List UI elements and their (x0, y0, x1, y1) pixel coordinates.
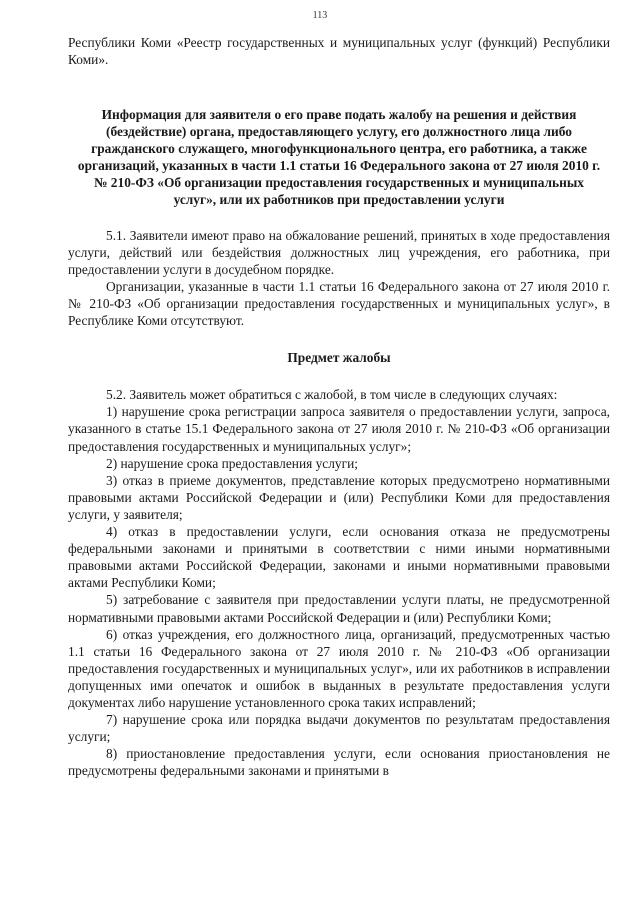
list-item-7: 7) нарушение срока или порядка выдачи документов по результатам предоставления услуги; (68, 712, 610, 745)
list-item-6: 6) отказ учреждения, его должностного лица, организаций, предусмотренных частью 1.1 статьи 16 Федерального закона от 27 июля 2010 г. № 210-ФЗ «Об организации предоставления государственных и муниципальных услуг», или их работников в исправлении допущенных ими опечаток и ошибок в выданных в результате предоставления услуги документах либо нарушение установленного срока таких исправлений; (68, 626, 610, 710)
page-number: 113 (312, 10, 328, 21)
document-body (68, 34, 610, 779)
list-item-2: 2) нарушение срока предоставления услуги; (106, 455, 359, 471)
list-item-4: 4) отказ в предоставлении услуги, если основания отказа не предусмотрены федеральными законами и принятыми в соответствии с ними иными нормативными правовыми актами Российской Федерации, законами и иными нормативными правовыми актами Республики Коми; (68, 524, 610, 591)
paragraph-5-2: 5.2. Заявитель может обратиться с жалобой, в том числе в следующих случаях: (106, 387, 558, 403)
intro-paragraph: Республики Коми «Реестр государственных и муниципальных услуг (функций) Республики Коми». (68, 35, 610, 68)
list-item-5: 5) затребование с заявителя при предоставлении услуги платы, не предусмотренной нормативными правовыми актами Российской Федерации и (или) Республики Коми; (68, 592, 610, 625)
list-item-1: 1) нарушение срока регистрации запроса заявителя о предоставлении услуги, запроса, указанного в статье 15.1 Федерального закона от 27 июля 2010 г. № 210-ФЗ «Об организации предоставления государственных и муниципальных услуг»; (68, 404, 610, 454)
paragraph-organizations: Организации, указанные в части 1.1 статьи 16 Федерального закона от 27 июля 2010 г. № 210-ФЗ «Об организации предоставления государственных и муниципальных услуг», в Республике Коми отсутствуют. (68, 278, 610, 329)
info-heading: Информация для заявителя о его праве подать жалобу на решения и действия (бездействие) органа, предоставляющего услугу, его должностного лица либо гражданского служащего, многофункционального центра, его работника, а также организаций, указанных в части 1.1 статьи 16 Федерального закона от 27 июля 2010 г. № 210-ФЗ «Об организации предоставления государственных и муниципальных услуг», или их работников при предоставлении услуги (77, 107, 601, 207)
paragraph-5-1: 5.1. Заявители имеют право на обжалование решений, принятых в ходе предоставления услуги, действий или бездействия должностных лиц учреждения, его работника, при предоставлении услуги в досудебном порядке. (68, 227, 610, 277)
subject-heading: Предмет жалобы (287, 350, 391, 366)
list-item-8: 8) приостановление предоставления услуги, если основания приостановления не предусмотрены федеральными законами и принятыми в (68, 746, 610, 779)
list-item-3: 3) отказ в приеме документов, представление которых предусмотрено нормативными правовыми актами Российской Федерации и (или) Республики Коми для предоставления услуги, у заявителя; (68, 472, 610, 522)
